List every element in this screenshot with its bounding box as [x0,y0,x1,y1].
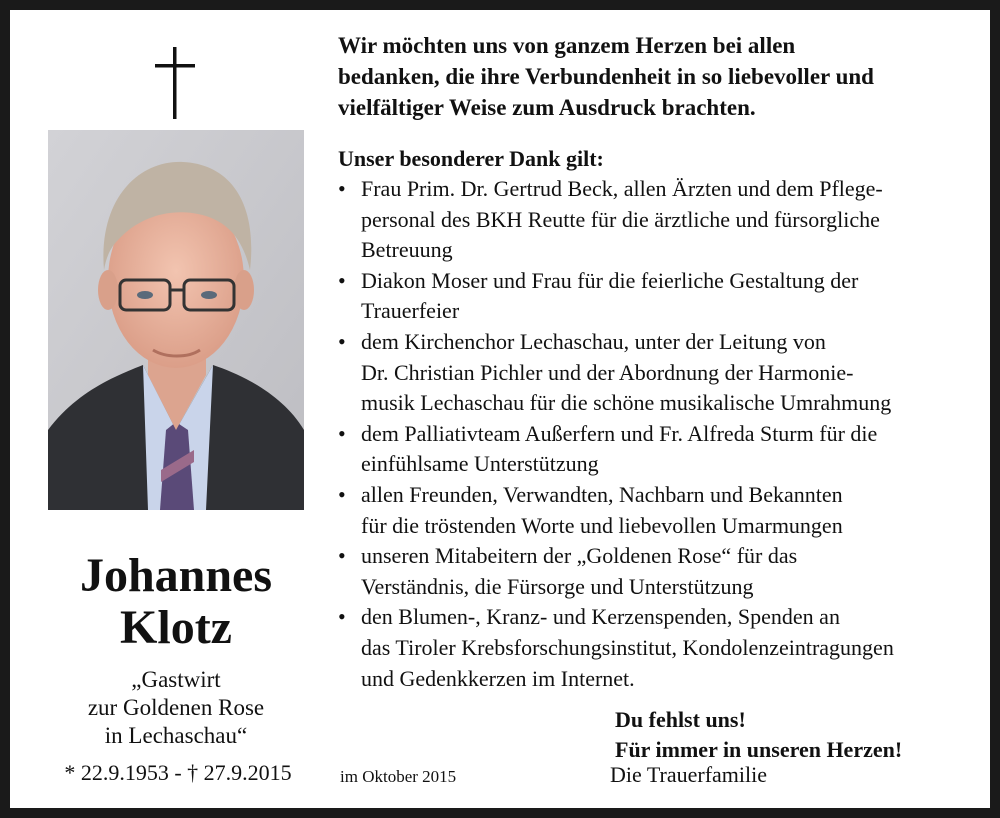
list-item-line: Frau Prim. Dr. Gertrud Beck, allen Ärzten und dem Pflege- [361,176,883,201]
list-item-line: für die tröstenden Worte und liebevollen Umarmungen [361,512,843,538]
subtitle-line: in Lechaschau“ [104,723,248,748]
list-item-line: einfühlsame Unterstützung [361,451,599,477]
thanks-heading: Unser besonderer Dank gilt: [338,146,604,171]
cross-icon [155,47,195,119]
list-item-line: allen Freunden, Verwandten, Nachbarn und Bekannten [361,481,843,507]
intro-line: Wir möchten uns von ganzem Herzen bei allen [338,33,796,58]
list-item [338,266,978,327]
intro-line: bedanken, die ihre Verbundenheit in so liebevoller und [338,64,874,89]
deceased-subtitle [38,666,314,750]
list-item-line: Verständnis, die Fürsorge und Unterstützung [361,573,754,599]
list-item [338,327,978,419]
list-item [338,480,978,541]
list-item-line: dem Kirchenchor Lechaschau, unter der Leitung von [361,328,826,354]
closing-line: Du fehlst uns! [615,707,746,732]
list-item-line: Dr. Christian Pichler und der Abordnung der Harmonie- [361,359,854,385]
signature: Die Trauerfamilie [610,762,768,787]
list-item-line: Diakon Moser und Frau für die feierliche Gestaltung der [361,267,859,293]
subtitle-line: zur Goldenen Rose [87,695,265,720]
bullet-icon: • [338,267,346,293]
intro-line: vielfältiger Weise zum Ausdruck brachten. [338,95,756,120]
bullet-icon: • [338,176,346,201]
deceased-first-name: Johannes [79,549,273,602]
portrait-photo [48,130,304,510]
thanks-list [338,174,978,694]
intro-text [338,30,978,123]
list-item-line: und Gedenkkerzen im Internet. [361,665,635,691]
bullet-icon: • [338,543,346,569]
list-item-line: musik Lechaschau für die schöne musikalische Umrahmung [361,390,892,416]
deceased-last-name: Klotz [120,601,232,654]
life-dates: * 22.9.1953 - † 27.9.2015 [64,760,292,785]
closing-words [615,705,902,765]
bullet-icon: • [338,328,346,354]
bullet-icon: • [338,420,346,446]
list-item-line: das Tiroler Krebsforschungsinstitut, Kondolenzeintragungen [361,634,894,660]
list-item-line: dem Palliativteam Außerfern und Fr. Alfreda Sturm für die [361,420,878,446]
list-item-line: personal des BKH Reutte für die ärztliche und fürsorgliche [361,206,880,232]
list-item-line: Betreuung [361,237,453,263]
list-item [338,602,978,694]
list-item-line: Trauerfeier [361,298,460,324]
closing-line: Für immer in unseren Herzen! [615,737,903,762]
obituary-card [10,10,990,808]
bullet-icon: • [338,481,346,507]
subtitle-line: „Gastwirt [131,667,221,692]
bullet-icon: • [338,604,346,630]
list-item-line: unseren Mitabeitern der „Goldenen Rose“ für das [361,543,798,569]
list-item [338,174,978,266]
date-line: im Oktober 2015 [340,767,457,786]
list-item-line: den Blumen-, Kranz- und Kerzenspenden, Spenden an [361,604,840,630]
list-item [338,541,978,602]
list-item [338,419,978,480]
